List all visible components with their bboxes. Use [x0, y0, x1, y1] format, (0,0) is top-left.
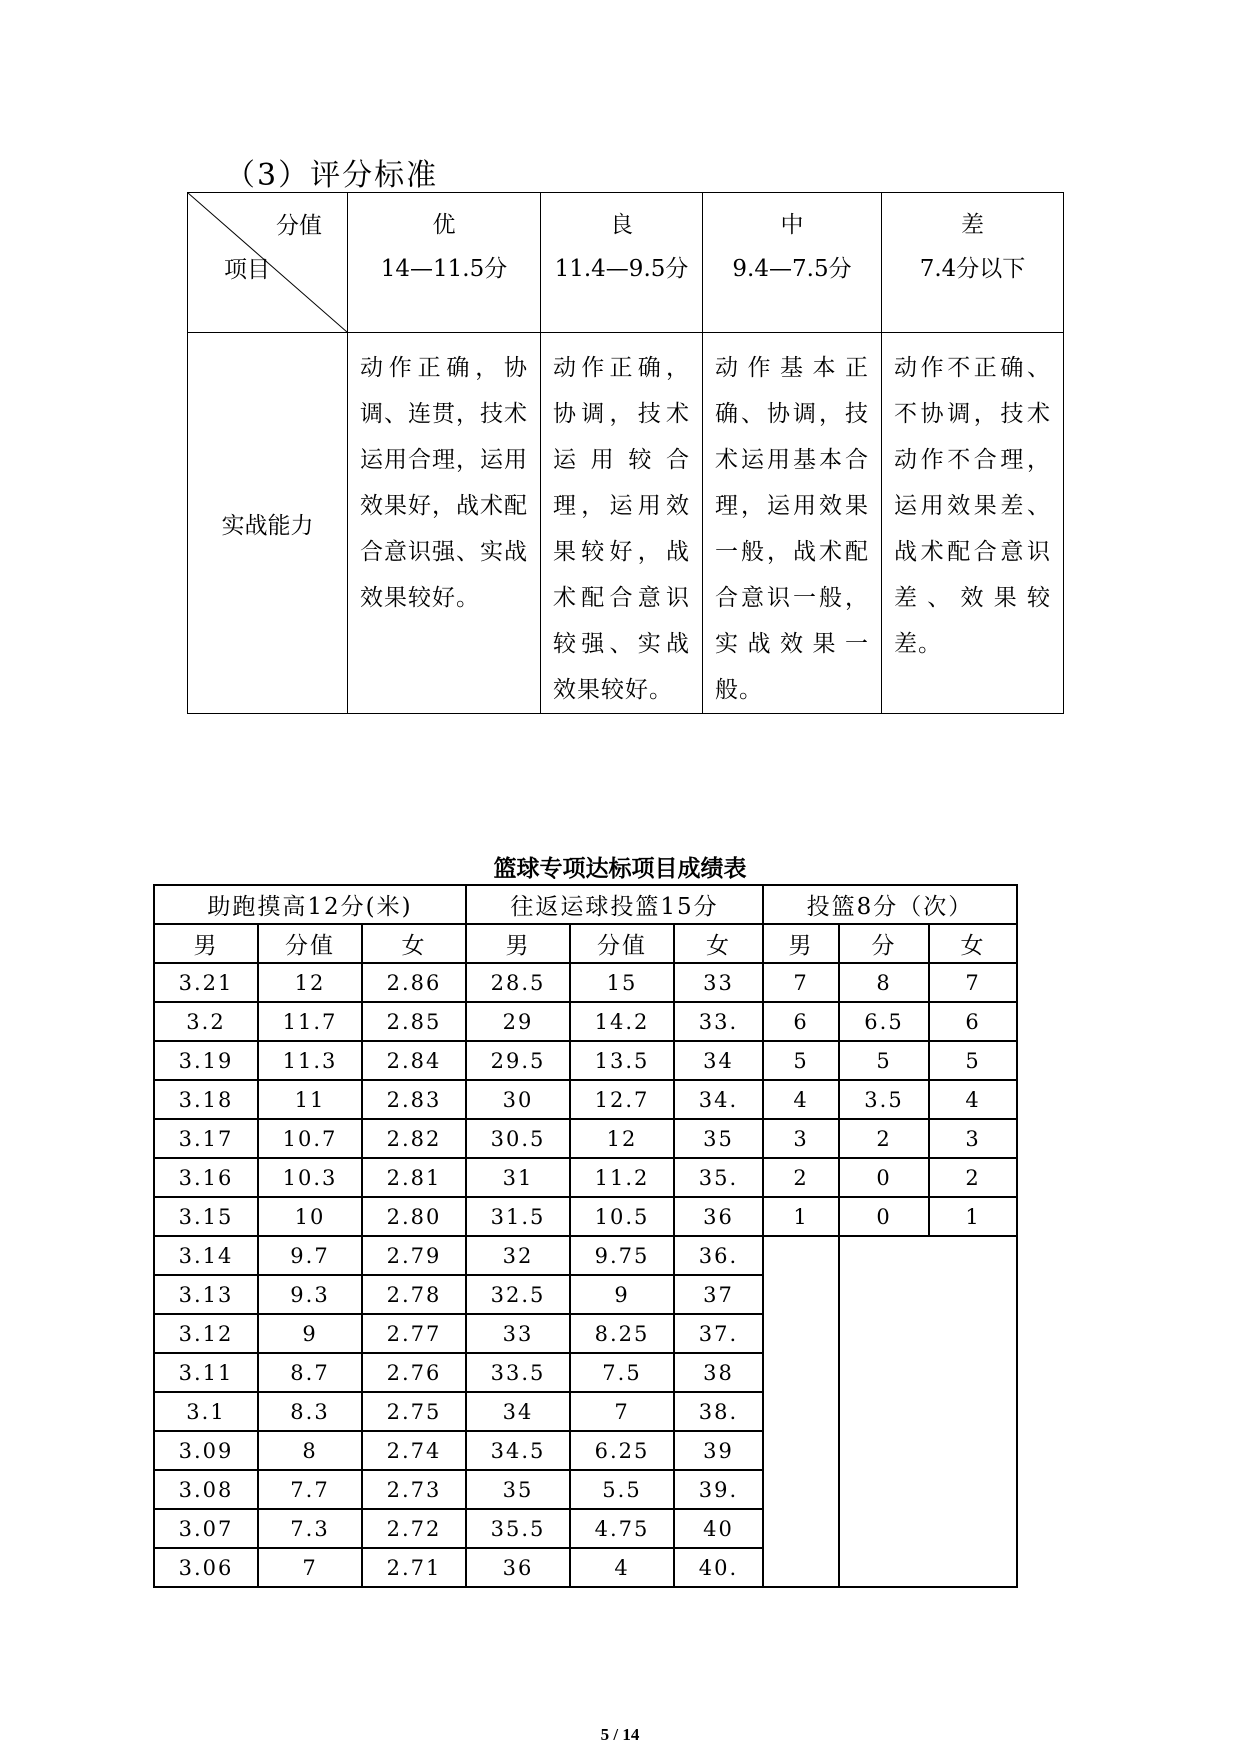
- table-cell: 2.86: [362, 963, 466, 1002]
- table-cell: 39.: [674, 1470, 763, 1509]
- empty-cell: [763, 1392, 839, 1431]
- table-cell: 33: [674, 963, 763, 1002]
- table-row: [154, 963, 1017, 1002]
- table-cell: 38: [674, 1353, 763, 1392]
- table-cell: 3.06: [154, 1548, 258, 1587]
- grade-header-average: [703, 193, 882, 333]
- table-cell: 7: [763, 963, 839, 1002]
- table-cell: 12: [258, 963, 362, 1002]
- subheader-cell: 分值: [258, 924, 362, 963]
- table-cell: 8: [839, 963, 929, 1002]
- table-cell: 35.5: [466, 1509, 570, 1548]
- grade-range: 11.4—9.5分: [554, 256, 689, 282]
- empty-cell: [763, 1548, 839, 1587]
- table-row: [154, 1119, 1017, 1158]
- table-cell: 2.81: [362, 1158, 466, 1197]
- table-cell: 30: [466, 1080, 570, 1119]
- table-cell: 29.5: [466, 1041, 570, 1080]
- table-cell: 7: [570, 1392, 674, 1431]
- table-cell: 33: [466, 1314, 570, 1353]
- table-cell: 7.5: [570, 1353, 674, 1392]
- table-cell: 34.5: [466, 1431, 570, 1470]
- table-cell: 1: [929, 1197, 1017, 1236]
- table-cell: 2.80: [362, 1197, 466, 1236]
- table-cell: 29: [466, 1002, 570, 1041]
- table-cell: 10.3: [258, 1158, 362, 1197]
- table-cell: 3.2: [154, 1002, 258, 1041]
- table-cell: 8.25: [570, 1314, 674, 1353]
- table-cell: 2.74: [362, 1431, 466, 1470]
- empty-cell: [839, 1392, 1017, 1431]
- corner-label-score: 分值: [276, 213, 322, 239]
- table-cell: 6.5: [839, 1002, 929, 1041]
- table-cell: 40.: [674, 1548, 763, 1587]
- table-cell: 3.09: [154, 1431, 258, 1470]
- table-cell: 1: [763, 1197, 839, 1236]
- grade-range: 7.4分以下: [919, 256, 1026, 282]
- empty-cell: [839, 1314, 1017, 1353]
- table-cell: 11.2: [570, 1158, 674, 1197]
- table-cell: 13.5: [570, 1041, 674, 1080]
- table-cell: 36: [466, 1548, 570, 1587]
- grade-header-good: [541, 193, 703, 333]
- table-cell: 11.7: [258, 1002, 362, 1041]
- scoring-criteria-table: [187, 192, 1064, 714]
- table-cell: 9: [258, 1314, 362, 1353]
- table-cell: 5: [839, 1041, 929, 1080]
- table-row: [154, 1470, 1017, 1509]
- table-row: [154, 1002, 1017, 1041]
- table-cell: 3.21: [154, 963, 258, 1002]
- table-cell: 2.77: [362, 1314, 466, 1353]
- table-cell: 33.: [674, 1002, 763, 1041]
- table-cell: 3.17: [154, 1119, 258, 1158]
- table-cell: 3.12: [154, 1314, 258, 1353]
- grade-range: 14—11.5分: [380, 256, 508, 282]
- empty-cell: [763, 1353, 839, 1392]
- table-cell: 0: [839, 1158, 929, 1197]
- table-cell: 2: [763, 1158, 839, 1197]
- table-cell: 5.5: [570, 1470, 674, 1509]
- subheader-cell: 男: [466, 924, 570, 963]
- table-cell: 7.7: [258, 1470, 362, 1509]
- empty-cell: [839, 1548, 1017, 1587]
- table-cell: 6.25: [570, 1431, 674, 1470]
- table-cell: 4: [570, 1548, 674, 1587]
- table-row: [154, 1236, 1017, 1275]
- group-header-cell: 往返运球投篮15分: [466, 885, 763, 924]
- table-cell: 4: [929, 1080, 1017, 1119]
- table-cell: 35: [674, 1119, 763, 1158]
- grade-range: 9.4—7.5分: [732, 256, 852, 282]
- table-cell: 3.19: [154, 1041, 258, 1080]
- table-cell: 2: [839, 1119, 929, 1158]
- empty-cell: [839, 1509, 1017, 1548]
- table-cell: 8.7: [258, 1353, 362, 1392]
- table-cell: 11.3: [258, 1041, 362, 1080]
- subheader-cell: 分: [839, 924, 929, 963]
- grade-header-excellent: [348, 193, 541, 333]
- empty-cell: [763, 1509, 839, 1548]
- table-cell: 3.18: [154, 1080, 258, 1119]
- table-row: [154, 1275, 1017, 1314]
- subheader-cell: 女: [674, 924, 763, 963]
- table-cell: 32: [466, 1236, 570, 1275]
- table-cell: 12.7: [570, 1080, 674, 1119]
- table-cell: 2.71: [362, 1548, 466, 1587]
- empty-cell: [763, 1314, 839, 1353]
- table-row: [154, 1158, 1017, 1197]
- table-cell: 2.85: [362, 1002, 466, 1041]
- table-cell: 33.5: [466, 1353, 570, 1392]
- item-name-cell: 实战能力: [188, 333, 348, 714]
- table-cell: 14.2: [570, 1002, 674, 1041]
- table-cell: 6: [929, 1002, 1017, 1041]
- empty-cell: [763, 1236, 839, 1275]
- table-cell: 2: [929, 1158, 1017, 1197]
- table-cell: 31.5: [466, 1197, 570, 1236]
- table-cell: 6: [763, 1002, 839, 1041]
- table-cell: 9.75: [570, 1236, 674, 1275]
- table-cell: 2.84: [362, 1041, 466, 1080]
- table-cell: 2.73: [362, 1470, 466, 1509]
- table-cell: 0: [839, 1197, 929, 1236]
- table-cell: 8: [258, 1431, 362, 1470]
- table-cell: 2.76: [362, 1353, 466, 1392]
- table-cell: 3.5: [839, 1080, 929, 1119]
- table-cell: 38.: [674, 1392, 763, 1431]
- grade-name: 差: [961, 212, 984, 238]
- table-cell: 9.3: [258, 1275, 362, 1314]
- table-cell: 3.13: [154, 1275, 258, 1314]
- table-cell: 3.1: [154, 1392, 258, 1431]
- table-cell: 3.07: [154, 1509, 258, 1548]
- corner-label-item: 项目: [224, 257, 270, 283]
- table-row: [154, 1080, 1017, 1119]
- subheader-cell: 女: [929, 924, 1017, 963]
- table-cell: 10.7: [258, 1119, 362, 1158]
- table-cell: 3: [929, 1119, 1017, 1158]
- table-cell: 36: [674, 1197, 763, 1236]
- empty-cell: [839, 1353, 1017, 1392]
- table-cell: 37: [674, 1275, 763, 1314]
- table-row: [154, 1431, 1017, 1470]
- table-cell: 9: [570, 1275, 674, 1314]
- table-row: [154, 1314, 1017, 1353]
- subheader-row: [154, 924, 1017, 963]
- table-row: [154, 1548, 1017, 1587]
- description-excellent: 动作正确，协调、连贯，技术运用合理，运用效果好，战术配合意识强、实战效果较好。: [348, 333, 541, 714]
- table-cell: 36.: [674, 1236, 763, 1275]
- grade-header-poor: [882, 193, 1064, 333]
- table-cell: 10.5: [570, 1197, 674, 1236]
- subheader-cell: 男: [154, 924, 258, 963]
- group-header-cell: 助跑摸高12分(米): [154, 885, 466, 924]
- table-cell: 34: [466, 1392, 570, 1431]
- table-cell: 15: [570, 963, 674, 1002]
- subheader-cell: 男: [763, 924, 839, 963]
- table-row: [154, 1392, 1017, 1431]
- table-cell: 2.75: [362, 1392, 466, 1431]
- table-cell: 4.75: [570, 1509, 674, 1548]
- criteria-body-row: [188, 333, 1064, 714]
- table-cell: 2.78: [362, 1275, 466, 1314]
- table-cell: 35.: [674, 1158, 763, 1197]
- empty-cell: [839, 1236, 1017, 1275]
- table-cell: 4: [763, 1080, 839, 1119]
- table-cell: 3.08: [154, 1470, 258, 1509]
- subheader-cell: 分值: [570, 924, 674, 963]
- table-cell: 37.: [674, 1314, 763, 1353]
- page-number: 5 / 14: [600, 1725, 640, 1744]
- table-cell: 8.3: [258, 1392, 362, 1431]
- table-cell: 7.3: [258, 1509, 362, 1548]
- empty-cell: [763, 1470, 839, 1509]
- empty-cell: [839, 1275, 1017, 1314]
- table-cell: 5: [763, 1041, 839, 1080]
- table-cell: 12: [570, 1119, 674, 1158]
- group-header-cell: 投篮8分（次）: [763, 885, 1017, 924]
- table-cell: 5: [929, 1041, 1017, 1080]
- table-cell: 2.79: [362, 1236, 466, 1275]
- empty-cell: [763, 1275, 839, 1314]
- table-cell: 3: [763, 1119, 839, 1158]
- table-cell: 2.83: [362, 1080, 466, 1119]
- table-cell: 28.5: [466, 963, 570, 1002]
- table-cell: 40: [674, 1509, 763, 1548]
- table-cell: 10: [258, 1197, 362, 1236]
- basketball-table-title: 篮球专项达标项目成绩表: [493, 856, 747, 882]
- criteria-header-row: [188, 193, 1064, 333]
- table-cell: 7: [258, 1548, 362, 1587]
- empty-cell: [839, 1431, 1017, 1470]
- table-row: [154, 1509, 1017, 1548]
- diagonal-corner-cell: [188, 193, 348, 333]
- table-cell: 32.5: [466, 1275, 570, 1314]
- table-cell: 7: [929, 963, 1017, 1002]
- section-heading: （3）评分标准: [225, 158, 439, 193]
- grade-name: 良: [610, 212, 633, 238]
- table-cell: 34.: [674, 1080, 763, 1119]
- table-cell: 31: [466, 1158, 570, 1197]
- empty-cell: [839, 1470, 1017, 1509]
- table-cell: 34: [674, 1041, 763, 1080]
- table-cell: 3.14: [154, 1236, 258, 1275]
- table-cell: 3.16: [154, 1158, 258, 1197]
- table-cell: 2.72: [362, 1509, 466, 1548]
- description-good: 动作正确，协调，技术运用较合理，运用效果较好，战术配合意识较强、实战效果较好。: [541, 333, 703, 714]
- grade-name: 优: [432, 212, 456, 238]
- table-cell: 11: [258, 1080, 362, 1119]
- basketball-score-table: [153, 884, 1018, 1588]
- table-row: [154, 1197, 1017, 1236]
- table-cell: 35: [466, 1470, 570, 1509]
- table-cell: 2.82: [362, 1119, 466, 1158]
- table-cell: 3.11: [154, 1353, 258, 1392]
- group-header-row: [154, 885, 1017, 924]
- table-cell: 9.7: [258, 1236, 362, 1275]
- grade-name: 中: [780, 212, 804, 238]
- table-row: [154, 1041, 1017, 1080]
- basketball-table-wrapper: [153, 884, 1018, 1588]
- empty-cell: [763, 1431, 839, 1470]
- description-average: 动作基本正确、协调，技术运用基本合理，运用效果一般，战术配合意识一般，实战效果一般。: [703, 333, 882, 714]
- table-row: [154, 1353, 1017, 1392]
- table-cell: 3.15: [154, 1197, 258, 1236]
- description-poor: 动作不正确、不协调，技术动作不合理，运用效果差、战术配合意识差、效果较差。: [882, 333, 1064, 714]
- subheader-cell: 女: [362, 924, 466, 963]
- table-cell: 30.5: [466, 1119, 570, 1158]
- table-cell: 39: [674, 1431, 763, 1470]
